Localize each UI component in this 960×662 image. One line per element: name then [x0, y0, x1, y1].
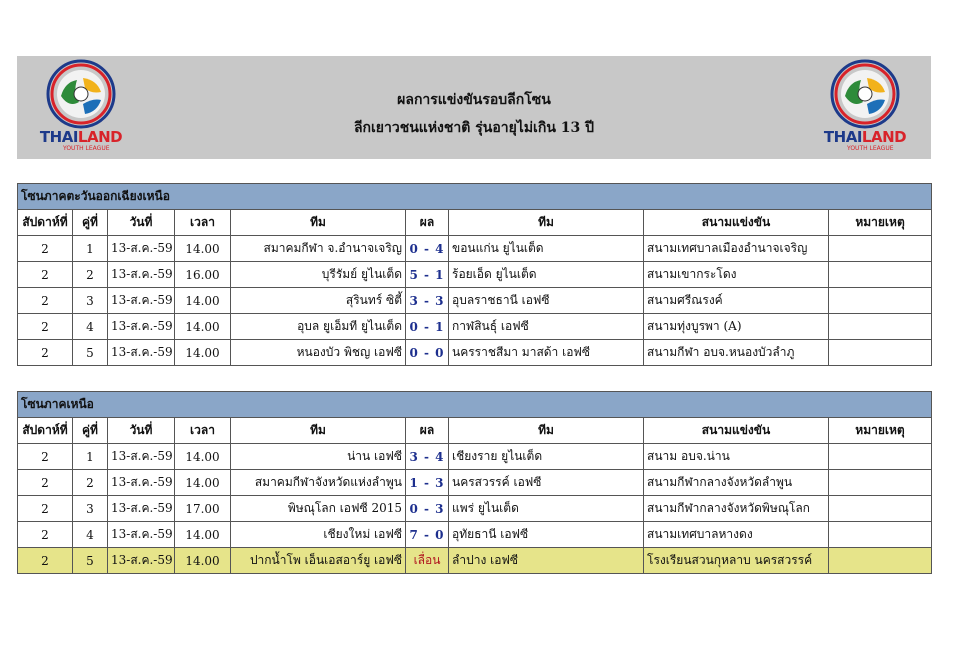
- cell-time: 14.00: [175, 288, 231, 314]
- cell-home-team: อุบล ยูเอ็มที ยูไนเต็ด: [231, 314, 406, 340]
- column-header-week: สัปดาห์ที่: [18, 210, 73, 236]
- header-banner: [17, 56, 931, 159]
- column-header-result: ผล: [406, 418, 449, 444]
- column-header-result: ผล: [406, 210, 449, 236]
- cell-away-team: อุทัยธานี เอฟซี: [449, 522, 644, 548]
- cell-venue: สนามกีฬา อบจ.หนองบัวลำภู: [644, 340, 829, 366]
- zone-results-table: [17, 183, 932, 366]
- cell-note: [829, 314, 932, 340]
- column-header-home-team: ทีม: [231, 210, 406, 236]
- cell-away-team: ขอนแก่น ยูไนเต็ด: [449, 236, 644, 262]
- league-logo-right: [817, 56, 913, 159]
- league-emblem-icon: [827, 58, 903, 130]
- cell-note: [829, 236, 932, 262]
- cell-time: 17.00: [175, 496, 231, 522]
- cell-venue: สนามเขากระโดง: [644, 262, 829, 288]
- league-logo: [33, 56, 129, 159]
- cell-venue: สนามทุ่งบูรพา (A): [644, 314, 829, 340]
- cell-note: [829, 340, 932, 366]
- cell-away-team: แพร่ ยูไนเต็ด: [449, 496, 644, 522]
- cell-date: 13-ส.ค.-59: [108, 496, 175, 522]
- cell-date: 13-ส.ค.-59: [108, 314, 175, 340]
- cell-note: [829, 444, 932, 470]
- column-header-date: วันที่: [108, 418, 175, 444]
- column-header-week: สัปดาห์ที่: [18, 418, 73, 444]
- cell-time: 16.00: [175, 262, 231, 288]
- cell-home-team: สมาคมกีฬา จ.อำนาจเจริญ: [231, 236, 406, 262]
- cell-venue: โรงเรียนสวนกุหลาบ นครสวรรค์: [644, 548, 829, 574]
- match-row: [18, 314, 932, 340]
- cell-away-team: กาฬสินธุ์ เอฟซี: [449, 314, 644, 340]
- column-header-venue: สนามแข่งขัน: [644, 210, 829, 236]
- cell-home-team: สมาคมกีฬาจังหวัดแห่งลำพูน: [231, 470, 406, 496]
- cell-pair: 3: [73, 496, 108, 522]
- cell-week: 2: [18, 262, 73, 288]
- column-header-home-team: ทีม: [231, 418, 406, 444]
- cell-away-team: เชียงราย ยูไนเต็ด: [449, 444, 644, 470]
- match-row: [18, 470, 932, 496]
- page-title: ผลการแข่งขันรอบลีกโซน: [397, 92, 551, 108]
- cell-away-team: อุบลราชธานี เอฟซี: [449, 288, 644, 314]
- cell-result: เลื่อน: [406, 548, 449, 574]
- cell-result: 5 - 1: [406, 262, 449, 288]
- column-header-away-team: ทีม: [449, 418, 644, 444]
- cell-venue: สนามกีฬากลางจังหวัดลำพูน: [644, 470, 829, 496]
- column-header-away-team: ทีม: [449, 210, 644, 236]
- zone-title: โซนภาคตะวันออกเฉียงเหนือ: [18, 184, 932, 210]
- cell-date: 13-ส.ค.-59: [108, 548, 175, 574]
- cell-away-team: นครสวรรค์ เอฟซี: [449, 470, 644, 496]
- cell-note: [829, 522, 932, 548]
- cell-pair: 3: [73, 288, 108, 314]
- logo-wordmark: THAILAND: [39, 128, 123, 146]
- cell-note: [829, 548, 932, 574]
- cell-venue: สนามเทศบาลหางดง: [644, 522, 829, 548]
- match-row: [18, 522, 932, 548]
- column-header-venue: สนามแข่งขัน: [644, 418, 829, 444]
- column-header-pair: คู่ที่: [73, 418, 108, 444]
- cell-pair: 2: [73, 470, 108, 496]
- column-header-date: วันที่: [108, 210, 175, 236]
- cell-time: 14.00: [175, 314, 231, 340]
- cell-result: 0 - 0: [406, 340, 449, 366]
- cell-result: 1 - 3: [406, 470, 449, 496]
- cell-pair: 5: [73, 548, 108, 574]
- page-subtitle: ลีกเยาวชนแห่งชาติ รุ่นอายุไม่เกิน 13 ปี: [353, 120, 595, 136]
- cell-result: 7 - 0: [406, 522, 449, 548]
- cell-pair: 5: [73, 340, 108, 366]
- cell-week: 2: [18, 444, 73, 470]
- cell-pair: 4: [73, 522, 108, 548]
- cell-home-team: พิษณุโลก เอฟซี 2015: [231, 496, 406, 522]
- column-header-note: หมายเหตุ: [829, 418, 932, 444]
- cell-time: 14.00: [175, 522, 231, 548]
- cell-home-team: ปากน้ำโพ เอ็นเอสอาร์ยู เอฟซี: [231, 548, 406, 574]
- cell-date: 13-ส.ค.-59: [108, 288, 175, 314]
- cell-home-team: สุรินทร์ ซิตี้: [231, 288, 406, 314]
- cell-week: 2: [18, 340, 73, 366]
- league-emblem-icon: [43, 58, 119, 130]
- cell-pair: 4: [73, 314, 108, 340]
- cell-away-team: ลำปาง เอฟซี: [449, 548, 644, 574]
- cell-note: [829, 470, 932, 496]
- cell-note: [829, 496, 932, 522]
- cell-pair: 1: [73, 236, 108, 262]
- cell-time: 14.00: [175, 444, 231, 470]
- match-row: [18, 288, 932, 314]
- logo-subtitle: YOUTH LEAGUE: [847, 145, 894, 152]
- column-header-note: หมายเหตุ: [829, 210, 932, 236]
- match-row: [18, 340, 932, 366]
- cell-date: 13-ส.ค.-59: [108, 522, 175, 548]
- cell-pair: 2: [73, 262, 108, 288]
- column-header-time: เวลา: [175, 418, 231, 444]
- cell-away-team: นครราชสีมา มาสด้า เอฟซี: [449, 340, 644, 366]
- cell-home-team: น่าน เอฟซี: [231, 444, 406, 470]
- logo-wordmark: THAILAND: [823, 128, 907, 146]
- match-row: [18, 496, 932, 522]
- cell-date: 13-ส.ค.-59: [108, 470, 175, 496]
- cell-time: 14.00: [175, 470, 231, 496]
- match-row: [18, 236, 932, 262]
- cell-venue: สนามเทศบาลเมืองอำนาจเจริญ: [644, 236, 829, 262]
- zone-results-table: [17, 391, 932, 574]
- cell-venue: สนามกีฬากลางจังหวัดพิษณุโลก: [644, 496, 829, 522]
- cell-away-team: ร้อยเอ็ด ยูไนเต็ด: [449, 262, 644, 288]
- cell-home-team: เชียงใหม่ เอฟซี: [231, 522, 406, 548]
- cell-week: 2: [18, 314, 73, 340]
- cell-date: 13-ส.ค.-59: [108, 340, 175, 366]
- cell-result: 0 - 3: [406, 496, 449, 522]
- match-row: [18, 444, 932, 470]
- cell-week: 2: [18, 496, 73, 522]
- cell-pair: 1: [73, 444, 108, 470]
- cell-note: [829, 262, 932, 288]
- cell-time: 14.00: [175, 548, 231, 574]
- column-header-time: เวลา: [175, 210, 231, 236]
- zone-title: โซนภาคเหนือ: [18, 392, 932, 418]
- cell-result: 0 - 1: [406, 314, 449, 340]
- column-header-pair: คู่ที่: [73, 210, 108, 236]
- cell-date: 13-ส.ค.-59: [108, 262, 175, 288]
- match-row: [18, 262, 932, 288]
- cell-venue: สนามศรีณรงค์: [644, 288, 829, 314]
- cell-result: 3 - 3: [406, 288, 449, 314]
- cell-home-team: หนองบัว พิชญ เอฟซี: [231, 340, 406, 366]
- cell-result: 3 - 4: [406, 444, 449, 470]
- cell-venue: สนาม อบจ.น่าน: [644, 444, 829, 470]
- logo-subtitle: YOUTH LEAGUE: [63, 145, 110, 152]
- match-row: [18, 548, 932, 574]
- cell-note: [829, 288, 932, 314]
- cell-week: 2: [18, 288, 73, 314]
- cell-time: 14.00: [175, 340, 231, 366]
- cell-week: 2: [18, 548, 73, 574]
- cell-result: 0 - 4: [406, 236, 449, 262]
- cell-week: 2: [18, 470, 73, 496]
- cell-home-team: บุรีรัมย์ ยูไนเต็ด: [231, 262, 406, 288]
- cell-date: 13-ส.ค.-59: [108, 236, 175, 262]
- cell-week: 2: [18, 522, 73, 548]
- cell-week: 2: [18, 236, 73, 262]
- cell-time: 14.00: [175, 236, 231, 262]
- cell-date: 13-ส.ค.-59: [108, 444, 175, 470]
